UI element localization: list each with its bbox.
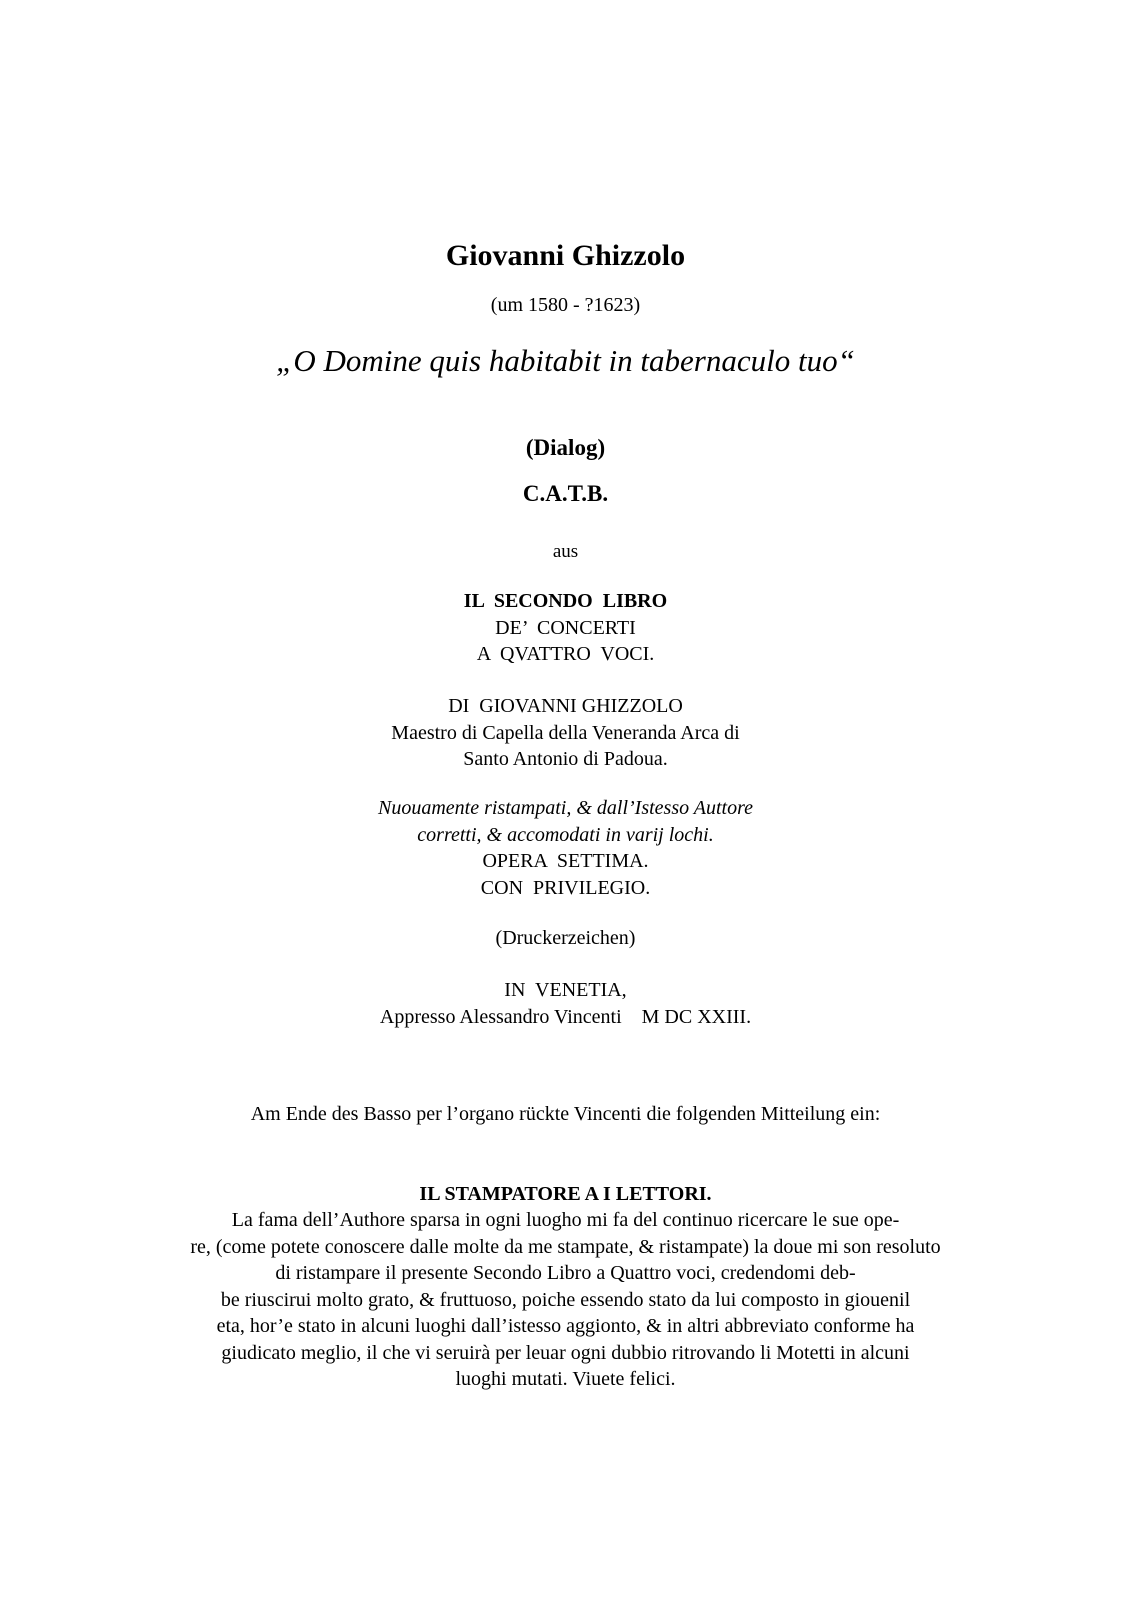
book-title-line-3: A QVATTRO VOCI. bbox=[476, 643, 655, 665]
letter-line: di ristampare il presente Secondo Libro a Quattro voci, credendomi deb- bbox=[275, 1262, 856, 1284]
imprint-block bbox=[0, 977, 1131, 1030]
author-line-3: Santo Antonio di Padoua. bbox=[463, 748, 668, 770]
opus-line: OPERA SETTIMA. bbox=[482, 850, 649, 872]
imprint-line-1: IN VENETIA, bbox=[504, 979, 627, 1001]
book-title-line-1: IL SECONDO LIBRO bbox=[463, 590, 668, 612]
from-label: aus bbox=[552, 541, 579, 562]
author-block bbox=[0, 693, 1131, 773]
editor-note: Am Ende des Basso per l’organo rückte Vincenti die folgenden Mitteilung ein: bbox=[250, 1103, 881, 1125]
composer-dates: (um 1580 - ?1623) bbox=[490, 294, 641, 316]
genre-label: (Dialog) bbox=[525, 435, 606, 460]
letter-line: luoghi mutati. Viuete felici. bbox=[455, 1368, 676, 1390]
letter-line: La fama dell’Authore sparsa in ogni luogho mi fa del continuo ricercare le sue ope- bbox=[231, 1209, 900, 1231]
book-title-line-2: DE’ CONCERTI bbox=[495, 616, 636, 639]
privilege-line: CON PRIVILEGIO. bbox=[480, 876, 651, 899]
letter-line: eta, hor’e stato in alcuni luoghi dall’istesso aggionto, & in altri abbreviato conforme ha bbox=[216, 1315, 915, 1337]
reprint-block bbox=[0, 795, 1131, 901]
letter-line: giudicato meglio, il che vi seruirà per leuar ogni dubbio ritrovando li Motetti in alcuni bbox=[221, 1341, 910, 1364]
composer-name: Giovanni Ghizzolo bbox=[445, 239, 686, 272]
book-title-block bbox=[0, 588, 1131, 668]
letter-line: re, (come potete conoscere dalle molte da me stampate, & ristampate) la doue mi son resoluto bbox=[190, 1235, 941, 1258]
printer-mark-label: (Druckerzeichen) bbox=[495, 927, 636, 949]
reprint-line-1: Nuouamente ristampati, & dall’Istesso Auttore bbox=[378, 797, 753, 819]
work-title: „O Domine quis habitabit in tabernaculo tuo“ bbox=[276, 343, 855, 378]
letter-body bbox=[0, 1207, 1131, 1393]
imprint-line-2: Appresso Alessandro Vincenti M DC XXIII. bbox=[379, 1005, 752, 1028]
author-line-2: Maestro di Capella della Veneranda Arca di bbox=[391, 721, 740, 744]
reprint-line-2: corretti, & accomodati in varij lochi. bbox=[417, 823, 714, 846]
letter-heading: IL STAMPATORE A I LETTORI. bbox=[419, 1183, 712, 1205]
voices-label: C.A.T.B. bbox=[522, 481, 609, 506]
author-line-1: DI GIOVANNI GHIZZOLO bbox=[448, 695, 683, 717]
letter-line: be riuscirui molto grato, & fruttuoso, poiche essendo stato da lui composto in giouenil bbox=[220, 1288, 911, 1311]
